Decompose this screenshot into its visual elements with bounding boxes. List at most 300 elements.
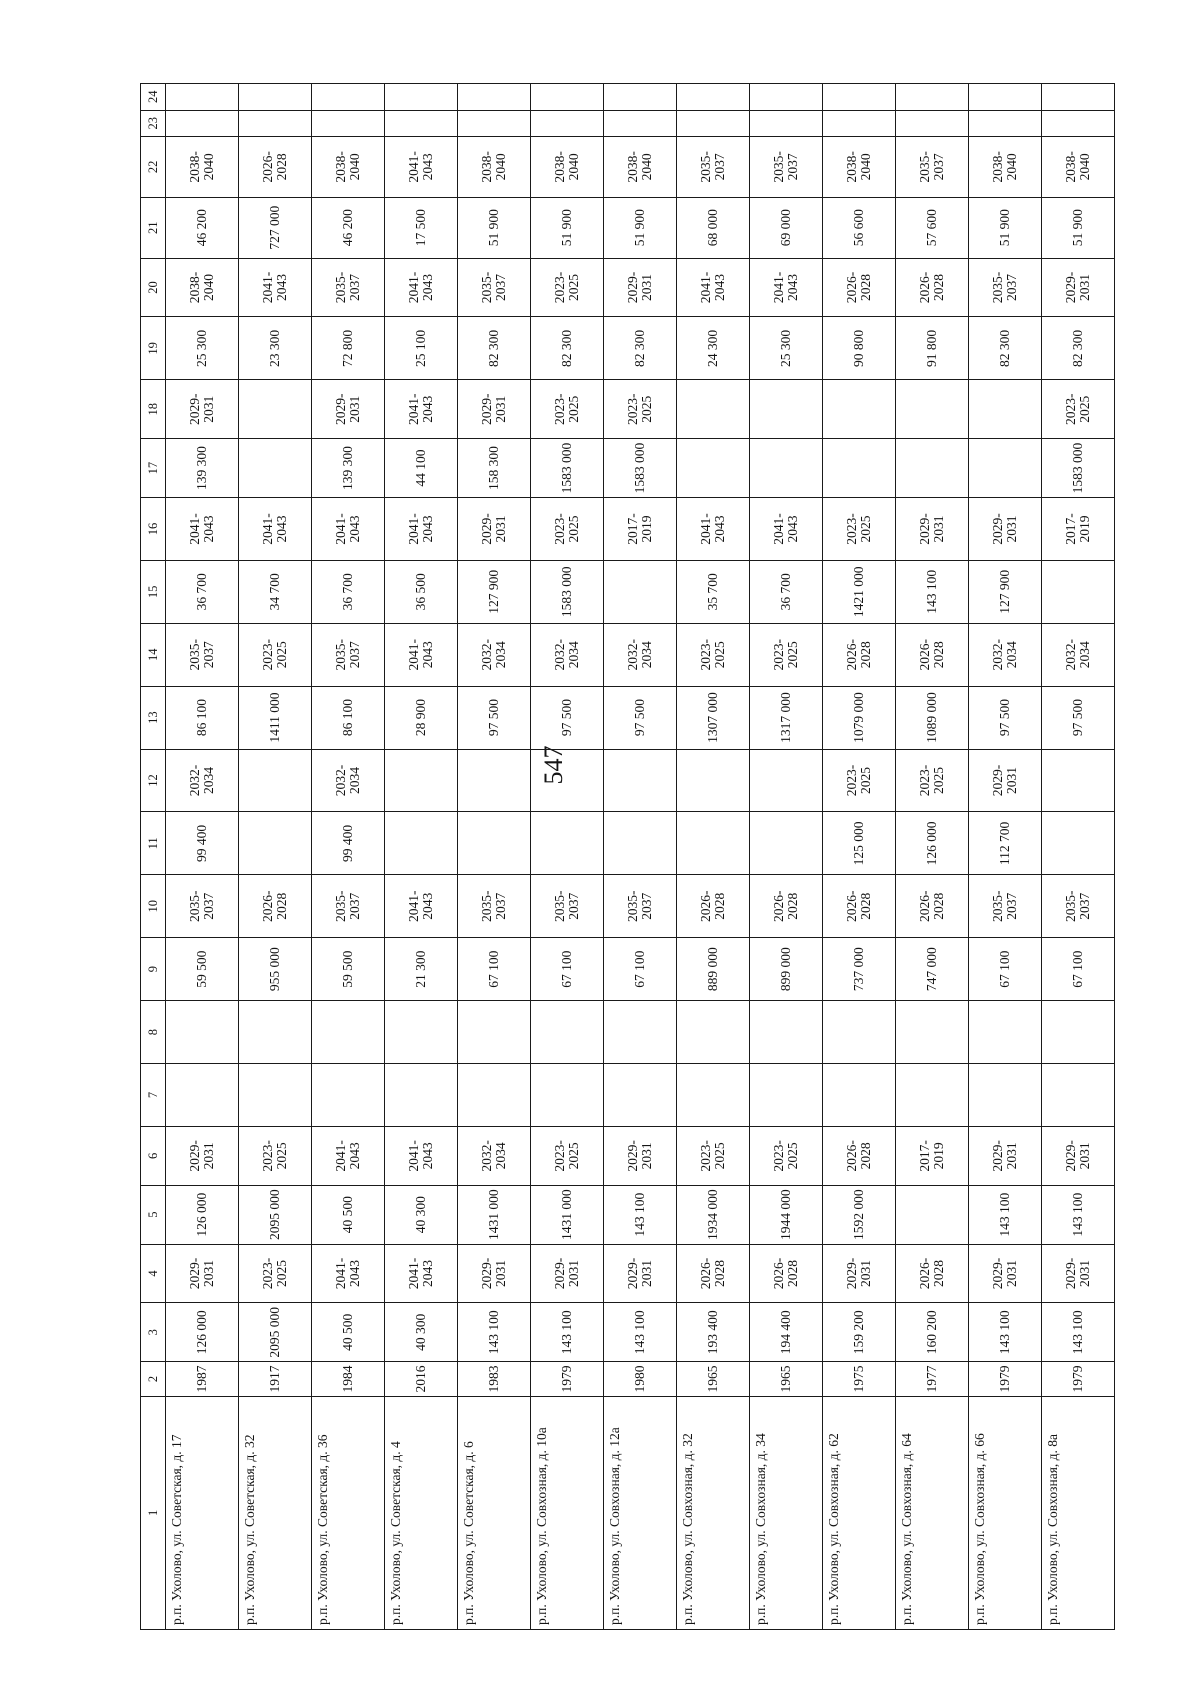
table-cell: [677, 380, 750, 439]
column-header: 4: [141, 1244, 166, 1303]
table-cell: 1979: [969, 1362, 1042, 1396]
table-cell: 40 300: [385, 1303, 458, 1362]
table-cell: 1089 000: [896, 686, 969, 749]
table-cell: 2041-2043: [385, 258, 458, 317]
table-cell: 59 500: [312, 938, 385, 1001]
table-cell: 1431 000: [458, 1185, 531, 1244]
table-cell: 2029-2031: [166, 1126, 239, 1185]
table-cell: 2029-2031: [458, 497, 531, 560]
table-cell: 1317 000: [750, 686, 823, 749]
table-cell: 82 300: [969, 317, 1042, 380]
table-cell: 727 000: [239, 197, 312, 258]
address-cell: р.п. Ухолово, ул. Советская, д. 4: [385, 1396, 458, 1629]
table-row: [166, 84, 239, 1630]
table-cell: 2035-2037: [604, 875, 677, 938]
page-number: 547: [539, 745, 568, 785]
table-cell: 28 900: [385, 686, 458, 749]
table-cell: 59 500: [166, 938, 239, 1001]
table-cell: 2026-2028: [750, 1244, 823, 1303]
column-header: 2: [141, 1362, 166, 1396]
address-cell: р.п. Ухолово, ул. Совхозная, д. 32: [677, 1396, 750, 1629]
table-cell: 2023-2025: [239, 1126, 312, 1185]
table-cell: 2035-2037: [312, 623, 385, 686]
table-cell: [385, 1001, 458, 1064]
column-header: 5: [141, 1185, 166, 1244]
table-cell: 2029-2031: [458, 1244, 531, 1303]
column-header: 3: [141, 1303, 166, 1362]
table-cell: [604, 560, 677, 623]
table-cell: 2023-2025: [531, 258, 604, 317]
table-cell: 160 200: [896, 1303, 969, 1362]
column-header: 8: [141, 1001, 166, 1064]
table-cell: [969, 1001, 1042, 1064]
table-cell: 2038-2040: [166, 258, 239, 317]
table-cell: 159 200: [823, 1303, 896, 1362]
table-cell: 2029-2031: [604, 1244, 677, 1303]
table-row: [1042, 84, 1115, 1630]
table-cell: 2026-2028: [896, 1244, 969, 1303]
table-cell: 1592 000: [823, 1185, 896, 1244]
table-cell: 2026-2028: [239, 875, 312, 938]
address-cell: р.п. Ухолово, ул. Совхозная, д. 64: [896, 1396, 969, 1629]
table-cell: 2041-2043: [385, 1244, 458, 1303]
table-cell: [896, 1001, 969, 1064]
table-cell: [823, 380, 896, 439]
table-cell: 2029-2031: [1042, 1244, 1115, 1303]
table-cell: [385, 812, 458, 875]
table-cell: [823, 110, 896, 136]
table-row: [385, 84, 458, 1630]
rotated-table-container: [140, 83, 1092, 1630]
table-cell: 2035-2037: [896, 136, 969, 197]
table-cell: [531, 84, 604, 111]
table-cell: 2026-2028: [896, 875, 969, 938]
table-cell: [458, 1001, 531, 1064]
table-cell: [750, 110, 823, 136]
column-header: 24: [141, 84, 166, 111]
table-cell: 2041-2043: [677, 497, 750, 560]
table-cell: 2029-2031: [969, 1126, 1042, 1185]
table-cell: [385, 749, 458, 812]
table-cell: 1977: [896, 1362, 969, 1396]
table-cell: [312, 84, 385, 111]
table-cell: 112 700: [969, 812, 1042, 875]
table-cell: 747 000: [896, 938, 969, 1001]
table-cell: 2032-2034: [969, 623, 1042, 686]
table-cell: 2023-2025: [750, 623, 823, 686]
table-cell: [677, 1001, 750, 1064]
table-cell: [1042, 812, 1115, 875]
table-cell: 2032-2034: [166, 749, 239, 812]
table-cell: [312, 1064, 385, 1127]
table-cell: 1583 000: [1042, 439, 1115, 498]
table-cell: 2041-2043: [312, 497, 385, 560]
table-cell: 67 100: [604, 938, 677, 1001]
table-cell: [166, 1064, 239, 1127]
table-cell: 2023-2025: [896, 749, 969, 812]
table-cell: 2041-2043: [312, 1244, 385, 1303]
table-cell: 2035-2037: [750, 136, 823, 197]
address-cell: р.п. Ухолово, ул. Советская, д. 32: [239, 1396, 312, 1629]
table-cell: 82 300: [1042, 317, 1115, 380]
table-cell: 899 000: [750, 938, 823, 1001]
table-cell: [750, 812, 823, 875]
table-cell: 2029-2031: [896, 497, 969, 560]
table-cell: [750, 84, 823, 111]
table-cell: 2023-2025: [531, 380, 604, 439]
table-cell: [604, 1001, 677, 1064]
column-header: 9: [141, 938, 166, 1001]
table-cell: 139 300: [166, 439, 239, 498]
table-cell: 1965: [750, 1362, 823, 1396]
table-cell: 86 100: [312, 686, 385, 749]
table-cell: 2023-2025: [531, 1126, 604, 1185]
table-cell: [385, 1064, 458, 1127]
table-row: [969, 84, 1042, 1630]
column-header: 12: [141, 749, 166, 812]
table-cell: 2029-2031: [458, 380, 531, 439]
table-cell: 36 700: [166, 560, 239, 623]
table-cell: 125 000: [823, 812, 896, 875]
table-cell: [896, 1185, 969, 1244]
table-cell: 2029-2031: [823, 1244, 896, 1303]
column-header: 21: [141, 197, 166, 258]
address-cell: р.п. Ухолово, ул. Совхозная, д. 8а: [1042, 1396, 1115, 1629]
table-cell: 97 500: [458, 686, 531, 749]
table-cell: [385, 84, 458, 111]
column-header: 10: [141, 875, 166, 938]
table-cell: 1984: [312, 1362, 385, 1396]
table-cell: 86 100: [166, 686, 239, 749]
table-cell: [969, 1064, 1042, 1127]
table-cell: 2038-2040: [166, 136, 239, 197]
table-cell: 90 800: [823, 317, 896, 380]
table-cell: 2026-2028: [896, 623, 969, 686]
table-cell: 127 900: [969, 560, 1042, 623]
table-cell: [604, 812, 677, 875]
table-cell: 1965: [677, 1362, 750, 1396]
table-cell: 2041-2043: [239, 497, 312, 560]
table-cell: [458, 749, 531, 812]
table-cell: 2023-2025: [823, 497, 896, 560]
table-cell: [750, 380, 823, 439]
table-cell: [458, 1064, 531, 1127]
table-cell: [1042, 1064, 1115, 1127]
table-cell: 21 300: [385, 938, 458, 1001]
table-cell: 1980: [604, 1362, 677, 1396]
table-cell: [604, 1064, 677, 1127]
table-cell: 1431 000: [531, 1185, 604, 1244]
table-cell: [896, 110, 969, 136]
table-cell: 67 100: [1042, 938, 1115, 1001]
table-cell: 2029-2031: [969, 497, 1042, 560]
table-cell: 2038-2040: [312, 136, 385, 197]
table-cell: 143 100: [1042, 1303, 1115, 1362]
table-cell: 143 100: [1042, 1185, 1115, 1244]
table-cell: 1307 000: [677, 686, 750, 749]
table-row: [458, 84, 531, 1630]
table-cell: 1079 000: [823, 686, 896, 749]
table-cell: 97 500: [969, 686, 1042, 749]
table-cell: 35 700: [677, 560, 750, 623]
table-cell: 82 300: [604, 317, 677, 380]
table-cell: 143 100: [604, 1185, 677, 1244]
table-cell: 25 300: [750, 317, 823, 380]
table-cell: 2029-2031: [604, 258, 677, 317]
table-cell: [458, 110, 531, 136]
table-cell: [1042, 110, 1115, 136]
table-cell: 2041-2043: [385, 497, 458, 560]
table-cell: 2032-2034: [458, 623, 531, 686]
table-cell: 2026-2028: [823, 1126, 896, 1185]
table-cell: 2041-2043: [385, 623, 458, 686]
table-cell: 2023-2025: [239, 1244, 312, 1303]
table-cell: 67 100: [458, 938, 531, 1001]
column-header: 7: [141, 1064, 166, 1127]
table-cell: 2023-2025: [1042, 380, 1115, 439]
table-cell: 2041-2043: [385, 380, 458, 439]
table-cell: 2041-2043: [385, 1126, 458, 1185]
table-cell: [531, 749, 604, 812]
column-header: 15: [141, 560, 166, 623]
table-cell: 2041-2043: [385, 875, 458, 938]
table-row: [750, 84, 823, 1630]
table-cell: 143 100: [458, 1303, 531, 1362]
table-cell: 51 900: [969, 197, 1042, 258]
table-cell: 158 300: [458, 439, 531, 498]
table-cell: 2035-2037: [458, 258, 531, 317]
table-cell: [239, 380, 312, 439]
table-cell: [896, 1064, 969, 1127]
address-cell: р.п. Ухолово, ул. Советская, д. 36: [312, 1396, 385, 1629]
table-cell: [239, 749, 312, 812]
table-cell: 2023-2025: [750, 1126, 823, 1185]
address-cell: р.п. Ухолово, ул. Совхозная, д. 34: [750, 1396, 823, 1629]
table-cell: 82 300: [531, 317, 604, 380]
table-cell: [458, 84, 531, 111]
table-cell: 46 200: [166, 197, 239, 258]
table-cell: 2016: [385, 1362, 458, 1396]
table-cell: [677, 749, 750, 812]
table-cell: [1042, 560, 1115, 623]
table-cell: [677, 84, 750, 111]
table-cell: 97 500: [531, 686, 604, 749]
table-cell: [166, 84, 239, 111]
table-cell: [969, 439, 1042, 498]
table-cell: 1583 000: [531, 439, 604, 498]
table-row: [604, 84, 677, 1630]
table-row: [896, 84, 969, 1630]
table-cell: [677, 1064, 750, 1127]
table-cell: 99 400: [312, 812, 385, 875]
table-cell: 2035-2037: [312, 258, 385, 317]
table-cell: 40 300: [385, 1185, 458, 1244]
table-cell: [750, 439, 823, 498]
table-cell: 17 500: [385, 197, 458, 258]
table-cell: [239, 439, 312, 498]
table-cell: [969, 110, 1042, 136]
table-cell: 1979: [531, 1362, 604, 1396]
table-cell: 143 100: [969, 1303, 1042, 1362]
table-cell: [458, 812, 531, 875]
column-header: 22: [141, 136, 166, 197]
table-cell: 1583 000: [604, 439, 677, 498]
table-cell: 72 800: [312, 317, 385, 380]
table-cell: [896, 84, 969, 111]
table-cell: 34 700: [239, 560, 312, 623]
table-cell: 2041-2043: [385, 136, 458, 197]
table-cell: 24 300: [677, 317, 750, 380]
table-row: [823, 84, 896, 1630]
table-cell: 2035-2037: [166, 623, 239, 686]
table-cell: [531, 1064, 604, 1127]
table-cell: [239, 84, 312, 111]
table-cell: 57 600: [896, 197, 969, 258]
table-cell: 97 500: [604, 686, 677, 749]
table-cell: 2035-2037: [969, 258, 1042, 317]
table-cell: 1987: [166, 1362, 239, 1396]
table-cell: [239, 812, 312, 875]
table-cell: 1583 000: [531, 560, 604, 623]
column-header: 11: [141, 812, 166, 875]
table-cell: 2035-2037: [677, 136, 750, 197]
table-cell: 126 000: [166, 1185, 239, 1244]
table-cell: [312, 1001, 385, 1064]
table-cell: 1975: [823, 1362, 896, 1396]
table-cell: 2023-2025: [604, 380, 677, 439]
table-cell: [604, 84, 677, 111]
table-cell: 2035-2037: [166, 875, 239, 938]
table-cell: 2032-2034: [458, 1126, 531, 1185]
table-cell: 91 800: [896, 317, 969, 380]
table-cell: 2032-2034: [604, 623, 677, 686]
table-cell: 889 000: [677, 938, 750, 1001]
table-cell: 2026-2028: [823, 258, 896, 317]
table-cell: 2029-2031: [1042, 1126, 1115, 1185]
column-header: 23: [141, 110, 166, 136]
table-cell: 2029-2031: [531, 1244, 604, 1303]
table-cell: 36 500: [385, 560, 458, 623]
table-cell: [166, 110, 239, 136]
table-cell: 2038-2040: [823, 136, 896, 197]
table-cell: 40 500: [312, 1303, 385, 1362]
table-cell: 2035-2037: [969, 875, 1042, 938]
table-cell: 51 900: [1042, 197, 1115, 258]
table-cell: 2029-2031: [969, 1244, 1042, 1303]
table-cell: 1421 000: [823, 560, 896, 623]
table-cell: [239, 110, 312, 136]
table-cell: [677, 812, 750, 875]
table-cell: [531, 110, 604, 136]
table-cell: [604, 749, 677, 812]
table-cell: [750, 1064, 823, 1127]
table-cell: 2038-2040: [604, 136, 677, 197]
table-cell: 2023-2025: [677, 1126, 750, 1185]
column-header: 13: [141, 686, 166, 749]
table-cell: 126 000: [166, 1303, 239, 1362]
header-row: [141, 84, 166, 1630]
column-header: 17: [141, 439, 166, 498]
table-cell: 44 100: [385, 439, 458, 498]
table-cell: 2032-2034: [312, 749, 385, 812]
table-cell: 955 000: [239, 938, 312, 1001]
table-cell: 2041-2043: [166, 497, 239, 560]
table-cell: 2095 000: [239, 1303, 312, 1362]
table-cell: [531, 1001, 604, 1064]
table-cell: 51 900: [458, 197, 531, 258]
table-cell: 2029-2031: [166, 1244, 239, 1303]
table-cell: 194 400: [750, 1303, 823, 1362]
table-cell: 2023-2025: [531, 497, 604, 560]
capital-repair-schedule-table: [140, 83, 1115, 1630]
table-cell: 1934 000: [677, 1185, 750, 1244]
table-cell: 1411 000: [239, 686, 312, 749]
table-cell: 2035-2037: [458, 875, 531, 938]
table-cell: [823, 439, 896, 498]
column-header: 1: [141, 1396, 166, 1629]
table-cell: 2026-2028: [239, 136, 312, 197]
table-cell: [604, 110, 677, 136]
table-cell: 23 300: [239, 317, 312, 380]
table-cell: 36 700: [312, 560, 385, 623]
table-cell: 127 900: [458, 560, 531, 623]
table-cell: 2029-2031: [604, 1126, 677, 1185]
table-cell: [531, 812, 604, 875]
address-cell: р.п. Ухолово, ул. Совхозная, д. 10а: [531, 1396, 604, 1629]
column-header: 6: [141, 1126, 166, 1185]
table-cell: 126 000: [896, 812, 969, 875]
address-cell: р.п. Ухолово, ул. Советская, д. 6: [458, 1396, 531, 1629]
table-cell: 1983: [458, 1362, 531, 1396]
table-cell: 97 500: [1042, 686, 1115, 749]
table-cell: 2041-2043: [750, 258, 823, 317]
table-cell: 1979: [1042, 1362, 1115, 1396]
table-cell: 2029-2031: [312, 380, 385, 439]
table-cell: [896, 380, 969, 439]
table-cell: [823, 1064, 896, 1127]
table-cell: 2026-2028: [823, 623, 896, 686]
table-row: [677, 84, 750, 1630]
table-row: [239, 84, 312, 1630]
table-cell: 2026-2028: [896, 258, 969, 317]
table-cell: 2041-2043: [312, 1126, 385, 1185]
table-cell: 2017-2019: [896, 1126, 969, 1185]
address-cell: р.п. Ухолово, ул. Совхозная, д. 12а: [604, 1396, 677, 1629]
table-cell: 51 900: [531, 197, 604, 258]
table-cell: 1944 000: [750, 1185, 823, 1244]
table-cell: 143 100: [604, 1303, 677, 1362]
table-cell: [166, 1001, 239, 1064]
table-cell: [750, 749, 823, 812]
table-cell: [969, 380, 1042, 439]
table-cell: [312, 110, 385, 136]
table-cell: [1042, 1001, 1115, 1064]
table-cell: 2023-2025: [823, 749, 896, 812]
table-cell: 2032-2034: [1042, 623, 1115, 686]
table-cell: 40 500: [312, 1185, 385, 1244]
table-cell: [896, 439, 969, 498]
table-cell: 2026-2028: [677, 875, 750, 938]
table-cell: 2041-2043: [239, 258, 312, 317]
table-cell: 2041-2043: [677, 258, 750, 317]
table-cell: 2029-2031: [166, 380, 239, 439]
column-header: 20: [141, 258, 166, 317]
table-cell: 143 100: [969, 1185, 1042, 1244]
table-cell: 2032-2034: [531, 623, 604, 686]
address-cell: р.п. Ухолово, ул. Советская, д. 17: [166, 1396, 239, 1629]
column-header: 19: [141, 317, 166, 380]
table-cell: 82 300: [458, 317, 531, 380]
